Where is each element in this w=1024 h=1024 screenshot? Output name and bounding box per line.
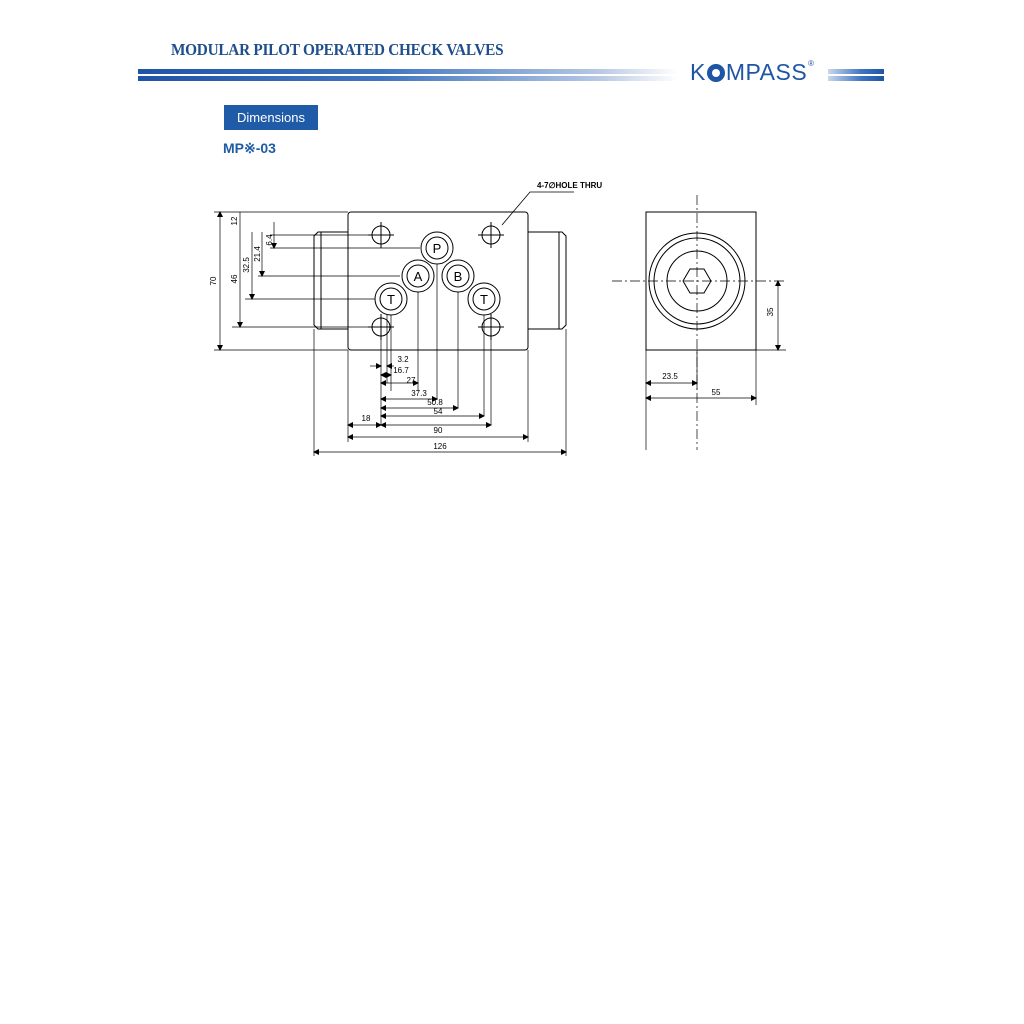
dim-126: 126 xyxy=(433,442,447,451)
dim-55: 55 xyxy=(711,388,721,397)
side-view xyxy=(612,195,786,450)
side-dimensions xyxy=(646,281,786,450)
dim-54: 54 xyxy=(433,407,443,416)
dim-16-7: 16.7 xyxy=(393,366,409,375)
right-end-cap xyxy=(528,232,566,329)
dim-35: 35 xyxy=(766,307,775,317)
dim-37-3: 37.3 xyxy=(411,389,427,398)
port-a-label: A xyxy=(413,269,423,284)
hole-note-text: 4-7∅HOLE THRU xyxy=(537,181,603,190)
model-number: MP※-03 xyxy=(223,140,276,156)
logo-letters: MPASS xyxy=(725,59,808,85)
dim-27: 27 xyxy=(406,376,416,385)
dim-12: 12 xyxy=(230,216,239,226)
dim-46: 46 xyxy=(230,274,239,284)
registered-mark: ® xyxy=(808,59,815,68)
port-t-left-label: T xyxy=(387,292,395,307)
dim-18: 18 xyxy=(361,414,371,423)
dim-3-2: 3.2 xyxy=(397,355,409,364)
valve-body xyxy=(348,212,528,350)
logo-letter-k: K xyxy=(690,59,706,85)
port-t-right-label: T xyxy=(480,292,488,307)
left-end-cap xyxy=(314,232,348,329)
dim-21-4: 21.4 xyxy=(253,246,262,262)
mounting-holes xyxy=(368,222,504,340)
port-b-label: B xyxy=(453,269,463,284)
page-title: MODULAR PILOT OPERATED CHECK VALVES xyxy=(171,40,504,59)
dim-50-8: 50.8 xyxy=(427,398,443,407)
dim-70: 70 xyxy=(209,276,218,286)
port-p-label: P xyxy=(432,241,442,256)
dim-32-5: 32.5 xyxy=(242,257,251,273)
dim-23-5: 23.5 xyxy=(662,372,678,381)
dimensions-tab: Dimensions xyxy=(224,105,318,130)
dim-6-4: 6.4 xyxy=(265,234,274,246)
hole-note xyxy=(502,192,574,225)
dim-90: 90 xyxy=(433,426,443,435)
